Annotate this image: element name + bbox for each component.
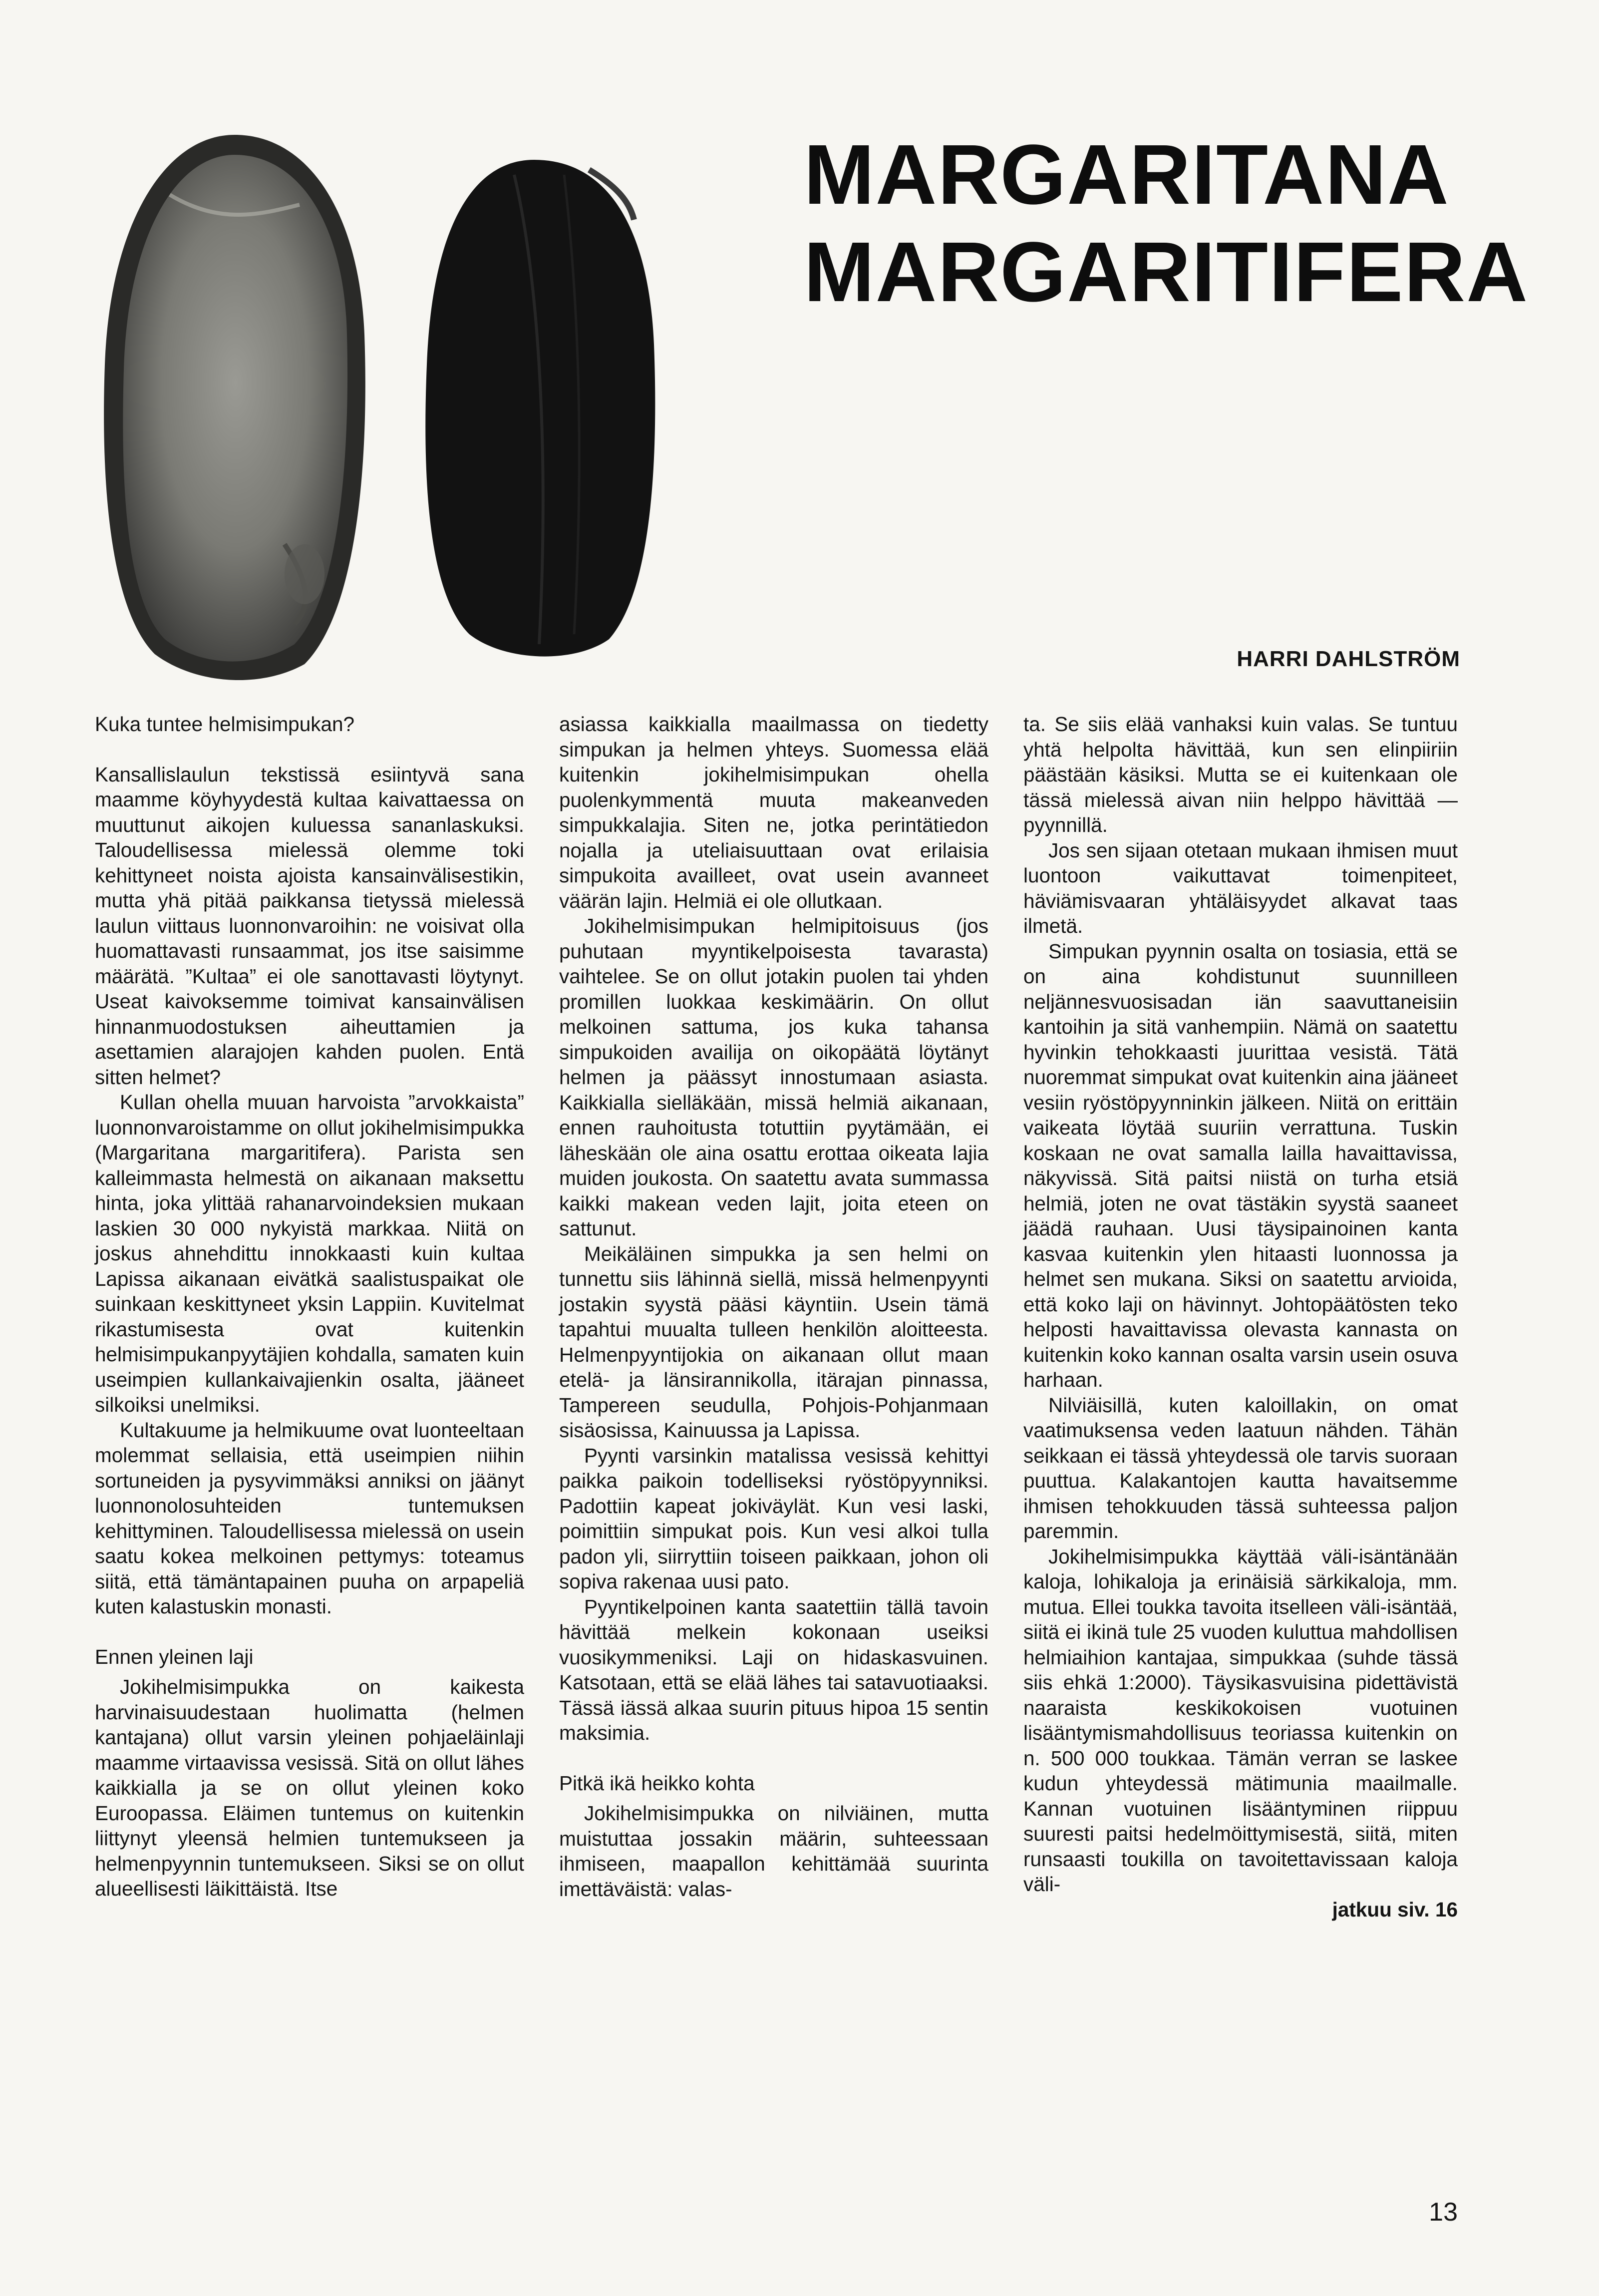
paragraph: Kullan ohella muuan harvoista ”arvokkaista” luonnonvaroistamme on ollut jokihelmisimpukka (Margaritana margaritifera). Parista sen kalleimmasta helmestä on aikanaan maksettu hinta, joka ylittää rahanarvoindeksien mukaan laskien 30 000 nykyistä markkaa. Niitä on joskus ahnehdittu innokkaasti kuin kultaa Lapissa aikanaan eivätkä saalistuspaikat ole suinkaan keskittyneet yksin Lappiin. Kuvitelmat rikastumisesta ovat kuitenkin helmisimpukanpyytäjien kohdalla, samaten kuin useimpien kullankaivajienkin osalta, jääneet silkoiksi unelmiksi.	[95, 1091, 524, 1416]
pearl-mussel-shell-exterior-photo	[414, 155, 664, 659]
paragraph: Pyyntikelpoinen kanta saatettiin tällä tavoin hävittää melkein kokonaan useiksi vuosikymmeniksi. Laji on hidaskasvuinen. Katsotaan, että se elää lähes tai satavuotiaaksi. Tässä iässä alkaa suurin pituus hipoa 15 sentin maksimia.	[559, 1595, 988, 1744]
paragraph: Jokihelmisimpukka on nilviäinen, mutta muistuttaa jossakin määrin, suhteessaan ihmiseen, maapallon kehittämää suurinta imettäväistä: valas-	[559, 1802, 988, 1901]
paragraph: Kultakuume ja helmikuume ovat luonteeltaan molemmat sellaisia, että useimpien niihin sortuneiden ja pysyvimmäksi anniksi on jäänyt luonnonolosuhteiden tuntemuksen kehittyminen. Taloudellisessa mielessä on usein saatu kokea melkoinen pettymys: toteamus siitä, että tämäntapainen puuha on arpapeliä kuten kalastuskin monasti.	[95, 1418, 524, 1618]
article-column-3	[1023, 712, 1458, 1922]
title-line-2: MARGARITIFERA	[804, 225, 1529, 320]
paragraph: Jokihelmisimpukan helmipitoisuus (jos puhutaan myyntikelpoisesta tavarasta) vaihtelee. Se on ollut jotakin puolen tai yhden promillen luokkaa keskimäärin. On ollut melkoinen sattuma, jos kuka tahansa simpukoiden availija on oikopäätä löytänyt helmen ja päässyt innostumaan asiasta. Kaikkialla sielläkään, missä helmiä aikanaan, ennen rauhoitusta totuttiin pyytämään, ei läheskään ole aina osattu erottaa oikeata lajia muiden joukosta. On saatettu avata summassa kaikki makean veden lajit, joita eteen on sattunut.	[559, 914, 988, 1240]
pearl-mussel-shell-interior-photo	[95, 125, 374, 684]
paragraph: Pyynti varsinkin matalissa vesissä kehittyi paikka paikoin todelliseksi ryöstöpyynniksi. Padottiin kapeat jokiväylät. Kun vesi laski, poimittiin simpukat pois. Kun vesi alkoi tulla padon yli, siirryttiin toiseen paikkaan, johon oli sopiva rakenaa uusi pato.	[559, 1444, 988, 1593]
paragraph: Simpukan pyynnin osalta on tosiasia, että se on aina kohdistunut suunnilleen neljännesvuosisadan iän saavuttaneisiin kantoihin ja sitä vanhempiin. Nämä on saatettu hyvinkin tehokkaasti juurittaa vesistä. Tätä nuoremmat simpukat ovat kuitenkin aina jääneet vesiin ryöstöpyynninkin jälkeen. Niitä on erittäin vaikeata löytää suuriin verrattuna. Tuskin koskaan ne ovat samalla lailla havaittavissa, näkyvissä. Sitä paitsi niistä on turha etsiä helmiä, joten ne ovat tästäkin syystä saaneet jäädä rauhaan. Uusi täysipainoinen kanta kasvaa kuitenkin ylen hitaasti luonnossa ja helmet sen mukana. Siksi on saatettu arvioida, että koko laji on hävinnyt. Johtopäätösten teko helposti havaittavissa olevasta kannasta on kuitenkin koko kannan osalta varsin usein osuva harhaan.	[1023, 939, 1458, 1391]
author-byline: HARRI DAHLSTRÖM	[1237, 647, 1460, 671]
section-heading: Pitkä ikä heikko kohta	[559, 1771, 755, 1795]
continued-on-page-note: jatkuu siv. 16	[1332, 1898, 1458, 1921]
title-line-1: MARGARITANA	[804, 127, 1450, 222]
page-number: 13	[1429, 2198, 1458, 2227]
paragraph: Kansallislaulun tekstissä esiintyvä sana maamme köyhyydestä kultaa kaivattaessa on muuttunut aikojen kuluessa sananlaskuksi. Taloudellisessa mielessä olemme toki kehittyneet noista ajoista kansainvälisestikin, mutta yhä pitää paikkansa tietyssä mielessä laulun viittaus luonnonvaroihin: ne voisivat olla huomattavasti runsaammat, jos itse saisimme määrätä. ”Kultaa” ei ole sanottavasti löytynyt. Useat kaivoksemme toimivat kansainvälisen hinnanmuodostuksen aiheuttamien ja asettamien alarajojen kahden puolen. Entä sitten helmet?	[95, 763, 524, 1089]
paragraph: Meikäläinen simpukka ja sen helmi on tunnettu siis lähinnä siellä, missä helmenpyynti jostakin syystä pääsi käyntiin. Usein tämä tapahtui muualta tulleen henkilön aloitteesta. Helmenpyyntijokia on aikanaan ollut maan etelä- ja länsirannikolla, itärajan pinnassa, Tampereen seudulla, Pohjois-Pohjanmaan sisäosissa, Kainuussa ja Lapissa.	[559, 1242, 988, 1442]
paragraph: Nilviäisillä, kuten kaloillakin, on omat vaatimuksensa veden laatuun nähden. Tähän seikkaan ei tässä yhteydessä ole tarvis suoraan puuttua. Kalakantojen kautta havaitsemme ihmisen tehokkuuden tässä suhteessa paljon paremmin.	[1023, 1393, 1458, 1542]
paragraph: Jokihelmisimpukka on kaikesta harvinaisuudestaan huolimatta (helmen kantajana) ollut varsin yleinen pohjaeläinlaji maamme virtaavissa vesissä. Sitä on ollut lähes kaikkialla ja se on ollut yleinen koko Euroopassa. Eläimen tuntemus on kuitenkin liittynyt yleensä helmien tuntemukseen ja helmenpyynnin tuntemukseen. Siksi se on ollut alueellisesti läikittäistä. Itse	[95, 1675, 524, 1900]
lead-question: Kuka tuntee helmisimpukan?	[95, 713, 355, 736]
article-column-1	[95, 712, 524, 1902]
paragraph: Jos sen sijaan otetaan mukaan ihmisen muut luontoon vaikuttavat toimenpiteet, häviämisvaaran yhtäläisyydet alkavat taas ilmetä.	[1023, 838, 1458, 937]
paragraph: asiassa kaikkialla maailmassa on tiedetty simpukan ja helmen yhteys. Suomessa elää kuitenkin jokihelmisimpukan ohella puolenkymmentä muuta makeanveden simpukkalajia. Siten ne, jotka perintätiedon nojalla ja uteliaisuuttaan ovat erilaisia simpukoita availleet, ovat usein avanneet väärän lajin. Helmiä ei ole ollutkaan.	[559, 713, 988, 912]
paragraph: Jokihelmisimpukka käyttää väli-isäntänään kaloja, lohikaloja ja erinäisiä särkikaloja, mm. mutua. Ellei toukka tavoita itselleen väli-isäntää, siitä ei ikinä tule 25 vuoden kuluttua mahdollisen helmiaihion kantajaa, simpukkaa (suhde tässä siis ehkä 1:2000). Täysikasvuisina pidettävistä naaraista keskikokoisen vuotuinen lisääntymismahdollisuus teoriassa kuitenkin on n. 500 000 toukkaa. Tämän verran se laskee kudun yhteydessä mätimunia maailmalle. Kannan vuotuinen lisääntyminen riippuu suuresti paitsi hedelmöittymisestä, siitä, miten runsaasti toukilla on tavoitettavissaan kaloja väli-	[1023, 1544, 1458, 1896]
article-column-2	[559, 712, 988, 1902]
paragraph: ta. Se siis elää vanhaksi kuin valas. Se tuntuu yhtä helpolta hävittää, kun sen elinpiiriin päästään käsiksi. Mutta se ei kuitenkaan ole tässä mielessä aivan niin helppo hävittää — pyynnillä.	[1023, 713, 1458, 836]
section-heading: Ennen yleinen laji	[95, 1645, 254, 1668]
